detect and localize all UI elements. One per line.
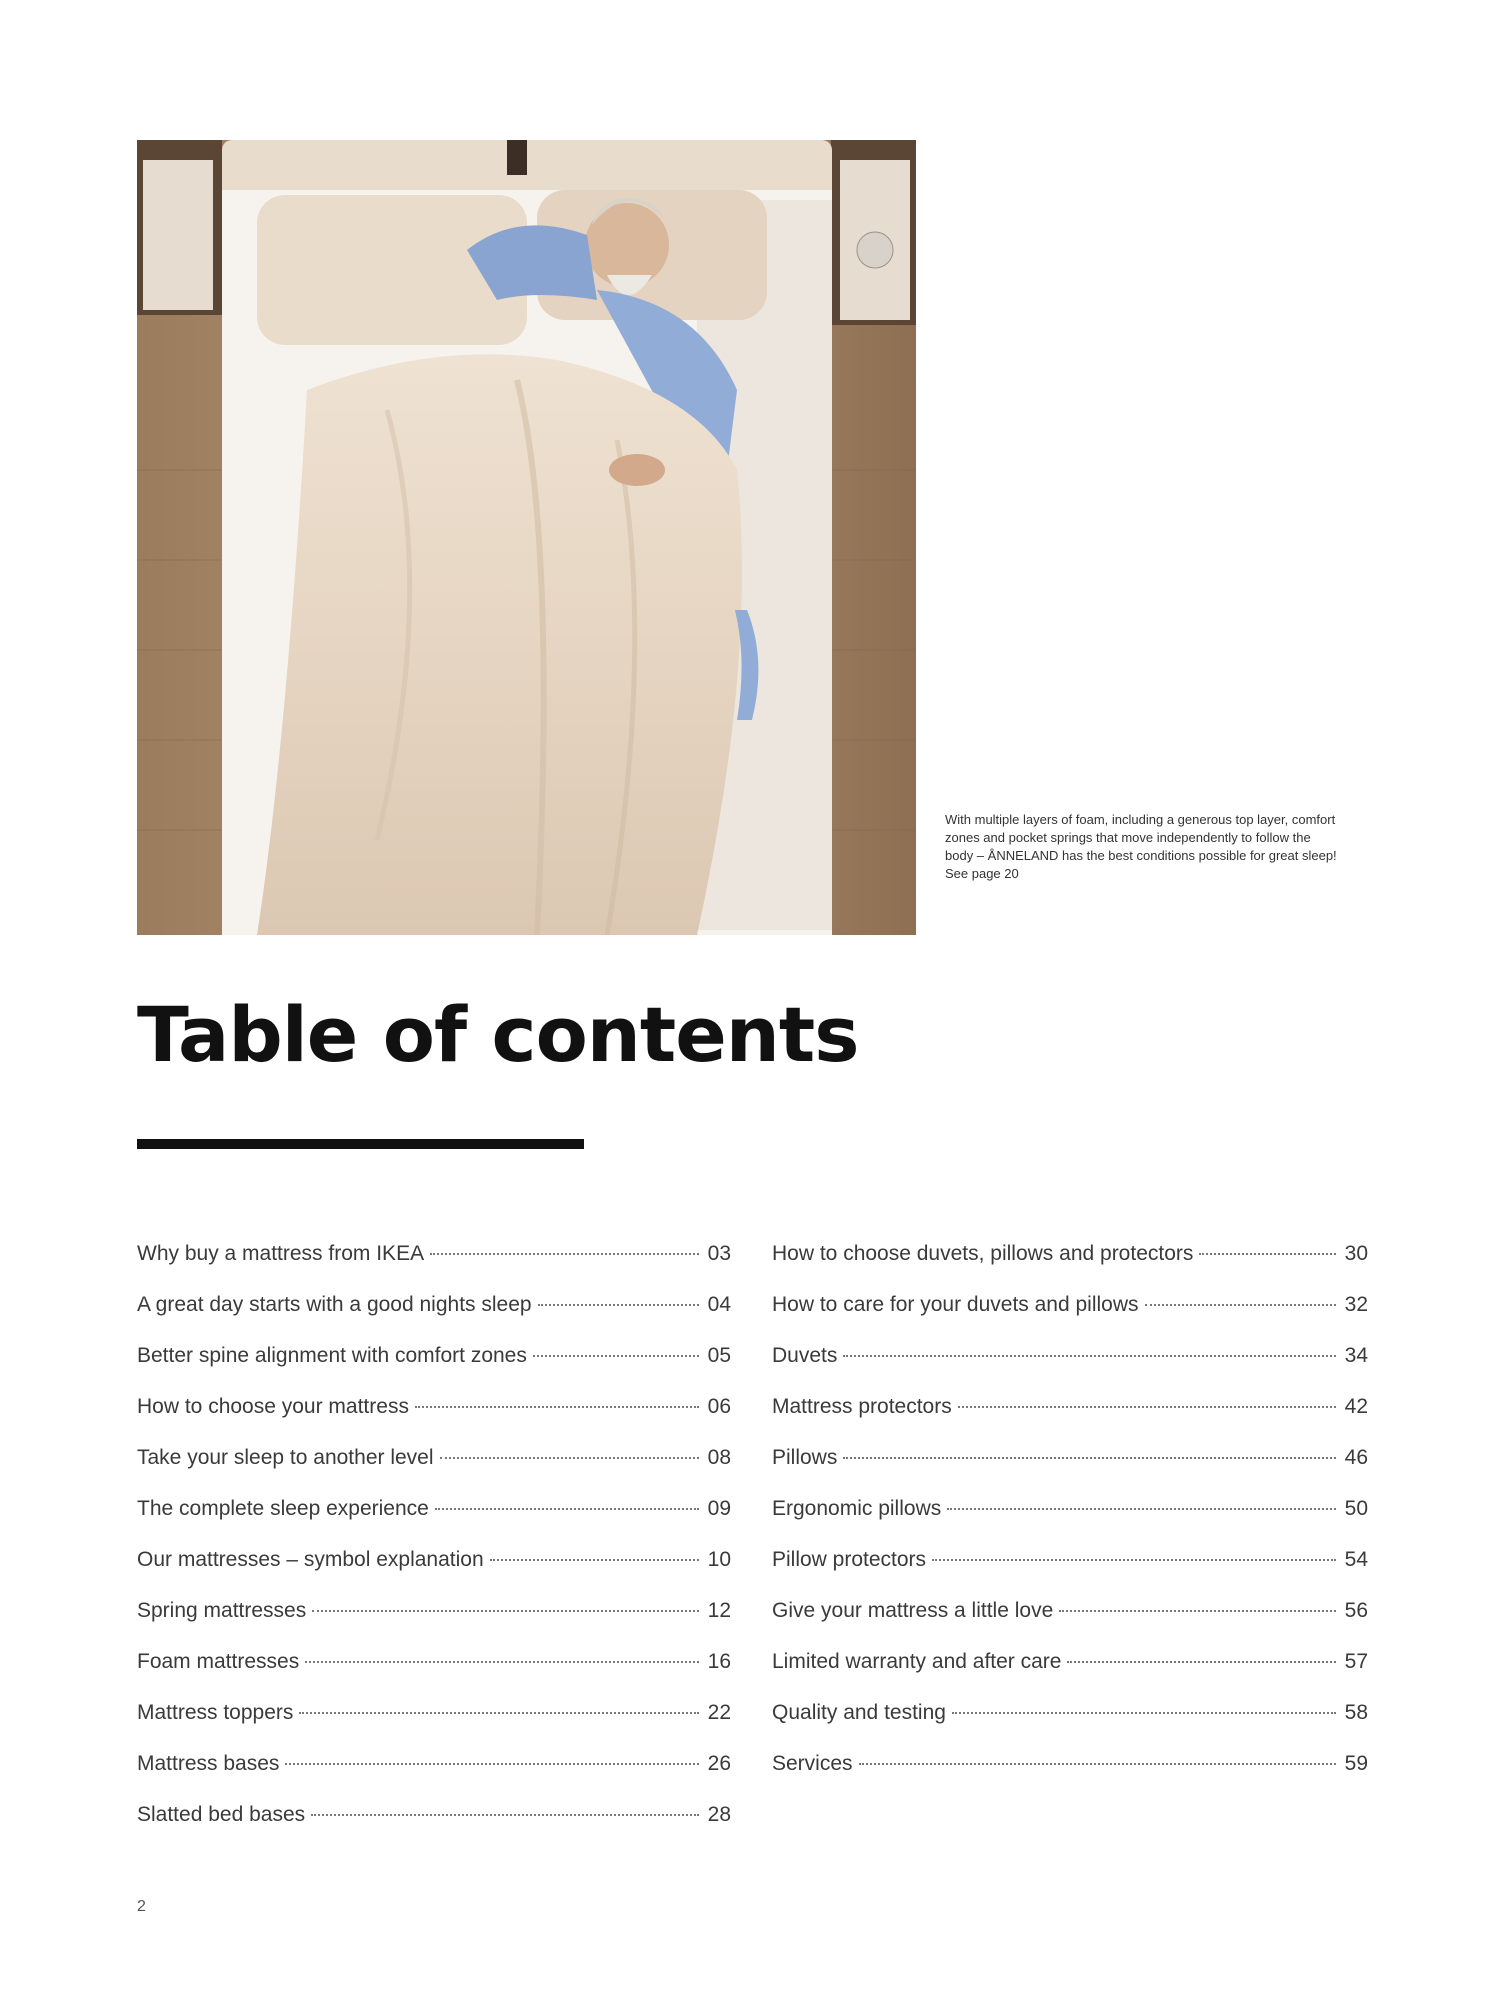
toc-entry[interactable] bbox=[137, 1548, 731, 1599]
toc-entry-page: 12 bbox=[707, 1599, 731, 1622]
bed-photo-illustration bbox=[137, 140, 916, 935]
toc-leader-dots bbox=[440, 1457, 699, 1459]
toc-entry-page: 16 bbox=[707, 1650, 731, 1673]
toc-entry-label: Services bbox=[772, 1752, 853, 1775]
toc-entry-label: Duvets bbox=[772, 1344, 838, 1367]
toc-entry-page: 08 bbox=[707, 1446, 731, 1469]
toc-leader-dots bbox=[312, 1610, 699, 1612]
toc-entry[interactable] bbox=[137, 1752, 731, 1803]
toc-leader-dots bbox=[490, 1559, 699, 1561]
toc-leader-dots bbox=[285, 1763, 699, 1765]
toc-leader-dots bbox=[305, 1661, 699, 1663]
toc-leader-dots bbox=[932, 1559, 1336, 1561]
toc-entry-label: Pillow protectors bbox=[772, 1548, 927, 1571]
toc-entry-page: 06 bbox=[707, 1395, 731, 1418]
caption-page-reference: See page 20 bbox=[945, 866, 1019, 881]
toc-entry-page: 54 bbox=[1344, 1548, 1368, 1571]
toc-entry-label: Our mattresses – symbol explanation bbox=[137, 1548, 484, 1571]
toc-entry-label: Take your sleep to another level bbox=[137, 1446, 434, 1469]
toc-entry-label: Mattress protectors bbox=[772, 1395, 952, 1418]
toc-entry[interactable] bbox=[772, 1395, 1368, 1446]
toc-left-column bbox=[137, 1242, 731, 1854]
toc-entry[interactable] bbox=[772, 1599, 1368, 1650]
toc-entry[interactable] bbox=[772, 1497, 1368, 1548]
toc-leader-dots bbox=[538, 1304, 699, 1306]
toc-leader-dots bbox=[1067, 1661, 1336, 1663]
toc-right-column bbox=[772, 1242, 1368, 1803]
toc-entry-page: 57 bbox=[1344, 1650, 1368, 1673]
toc-entry[interactable] bbox=[137, 1497, 731, 1548]
toc-entry[interactable] bbox=[772, 1701, 1368, 1752]
toc-entry-page: 22 bbox=[707, 1701, 731, 1724]
toc-entry[interactable] bbox=[137, 1599, 731, 1650]
toc-leader-dots bbox=[843, 1355, 1336, 1357]
toc-entry-label: Better spine alignment with comfort zones bbox=[137, 1344, 527, 1367]
toc-leader-dots bbox=[1145, 1304, 1336, 1306]
toc-entry[interactable] bbox=[772, 1344, 1368, 1395]
toc-entry[interactable] bbox=[772, 1752, 1368, 1803]
toc-leader-dots bbox=[415, 1406, 699, 1408]
toc-leader-dots bbox=[843, 1457, 1336, 1459]
toc-entry-page: 59 bbox=[1344, 1752, 1368, 1775]
toc-entry-label: Why buy a mattress from IKEA bbox=[137, 1242, 425, 1265]
toc-entry-label: Limited warranty and after care bbox=[772, 1650, 1062, 1673]
toc-entry[interactable] bbox=[137, 1293, 731, 1344]
toc-entry-page: 30 bbox=[1344, 1242, 1368, 1265]
toc-entry[interactable] bbox=[772, 1242, 1368, 1293]
toc-entry[interactable] bbox=[137, 1803, 731, 1854]
photo-man-sleeping-in-bed bbox=[137, 140, 916, 935]
toc-entry-label: Quality and testing bbox=[772, 1701, 946, 1724]
toc-entry-label: The complete sleep experience bbox=[137, 1497, 429, 1520]
toc-entry-label: Slatted bed bases bbox=[137, 1803, 306, 1826]
toc-entry-page: 10 bbox=[707, 1548, 731, 1571]
toc-entry-label: Mattress bases bbox=[137, 1752, 280, 1775]
toc-entry-label: A great day starts with a good nights sleep bbox=[137, 1293, 532, 1316]
toc-entry[interactable] bbox=[772, 1548, 1368, 1599]
toc-entry-label: Ergonomic pillows bbox=[772, 1497, 942, 1520]
toc-leader-dots bbox=[533, 1355, 699, 1357]
toc-entry[interactable] bbox=[137, 1701, 731, 1752]
toc-leader-dots bbox=[947, 1508, 1336, 1510]
caption-text: With multiple layers of foam, including a generous top layer, comfort zones and pocket springs that move independently to follow the body – ÅNNELAND has the best conditions possible for great sleep! bbox=[945, 812, 1337, 863]
toc-entry-page: 50 bbox=[1344, 1497, 1368, 1520]
photo-caption bbox=[945, 811, 1340, 883]
toc-entry-label: Pillows bbox=[772, 1446, 838, 1469]
toc-entry-page: 42 bbox=[1344, 1395, 1368, 1418]
toc-entry[interactable] bbox=[772, 1650, 1368, 1701]
toc-entry-page: 56 bbox=[1344, 1599, 1368, 1622]
toc-leader-dots bbox=[311, 1814, 699, 1816]
page-number: 2 bbox=[137, 1898, 146, 1915]
toc-entry-page: 28 bbox=[707, 1803, 731, 1826]
toc-entry[interactable] bbox=[137, 1446, 731, 1497]
toc-entry[interactable] bbox=[137, 1395, 731, 1446]
toc-entry-label: Foam mattresses bbox=[137, 1650, 300, 1673]
toc-entry[interactable] bbox=[772, 1293, 1368, 1344]
toc-leader-dots bbox=[859, 1763, 1336, 1765]
toc-entry[interactable] bbox=[137, 1344, 731, 1395]
toc-entry-page: 03 bbox=[707, 1242, 731, 1265]
toc-leader-dots bbox=[1059, 1610, 1336, 1612]
toc-leader-dots bbox=[952, 1712, 1336, 1714]
toc-entry-page: 26 bbox=[707, 1752, 731, 1775]
toc-leader-dots bbox=[299, 1712, 699, 1714]
toc-leader-dots bbox=[435, 1508, 699, 1510]
title-underline-divider bbox=[137, 1139, 584, 1149]
toc-entry-page: 04 bbox=[707, 1293, 731, 1316]
toc-entry[interactable] bbox=[772, 1446, 1368, 1497]
toc-entry-label: Mattress toppers bbox=[137, 1701, 294, 1724]
toc-entry-label: How to choose duvets, pillows and protectors bbox=[772, 1242, 1194, 1265]
toc-entry-page: 34 bbox=[1344, 1344, 1368, 1367]
toc-entry-page: 32 bbox=[1344, 1293, 1368, 1316]
toc-entry[interactable] bbox=[137, 1242, 731, 1293]
toc-leader-dots bbox=[430, 1253, 699, 1255]
toc-entry-label: How to care for your duvets and pillows bbox=[772, 1293, 1139, 1316]
toc-entry-page: 05 bbox=[707, 1344, 731, 1367]
toc-leader-dots bbox=[1199, 1253, 1336, 1255]
toc-entry-page: 46 bbox=[1344, 1446, 1368, 1469]
toc-entry-page: 58 bbox=[1344, 1701, 1368, 1724]
toc-entry-label: Spring mattresses bbox=[137, 1599, 307, 1622]
toc-entry-label: How to choose your mattress bbox=[137, 1395, 409, 1418]
toc-entry-page: 09 bbox=[707, 1497, 731, 1520]
toc-entry[interactable] bbox=[137, 1650, 731, 1701]
toc-entry-label: Give your mattress a little love bbox=[772, 1599, 1054, 1622]
page-title: Table of contents bbox=[137, 990, 859, 1079]
toc-leader-dots bbox=[958, 1406, 1336, 1408]
